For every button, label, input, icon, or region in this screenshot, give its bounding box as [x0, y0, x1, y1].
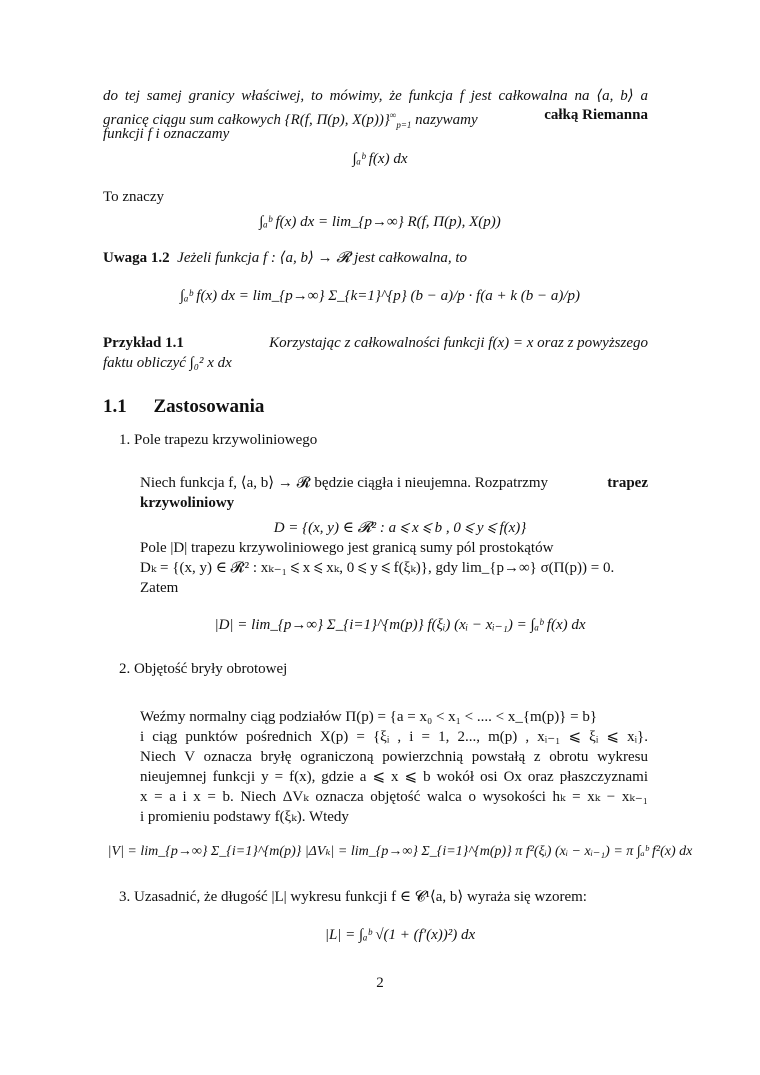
list-item	[119, 888, 587, 906]
text-line: i promieniu podstawy f(ξₖ). Wtedy	[140, 809, 349, 825]
page-number: 2	[376, 975, 384, 991]
sub: p=1	[396, 120, 412, 130]
text-line: do tej samej granicy właściwej, to mówimy, że funkcja f jest całkowalna na ⟨a, b⟩ a	[103, 88, 648, 104]
equation: |L| = ∫ₐᵇ √(1 + (f′(x))²) dx	[324, 927, 476, 943]
sup: ∞	[389, 110, 397, 120]
text-line: Weźmy normalny ciąg podziałów Π(p) = {a = x₀ < x₁ < .... < x_{m(p)} = b}	[140, 709, 598, 725]
term-bold: całką Riemanna	[544, 107, 648, 123]
text-line: Zatem	[140, 580, 179, 596]
remark-label: Uwaga 1.2	[103, 250, 170, 266]
item-title: Objętość bryły obrotowej	[134, 661, 288, 677]
list-item	[119, 660, 287, 678]
example-label: Przykład 1.1	[103, 335, 184, 351]
text-line: Niech V oznacza bryłę ograniczoną powierzchnią powstałą z obrotu wykresu	[140, 749, 648, 765]
text-line: faktu obliczyć ∫₀² x dx	[103, 355, 232, 371]
equation: ∫ₐᵇ f(x) dx = lim_{p→∞} Σ_{k=1}^{p} (b − a)/p · f(a + k (b − a)/p)	[180, 288, 580, 304]
text: granicę ciągu sum całkowych {R(f, Π(p), X(p))}	[103, 112, 390, 128]
equation: ∫ₐᵇ f(x) dx = lim_{p→∞} R(f, Π(p), X(p))	[259, 214, 501, 230]
term-bold: trapez	[607, 475, 648, 491]
text-line: Pole |D| trapezu krzywoliniowego jest granicą sumy pól prostokątów	[140, 540, 554, 556]
equation: |V| = lim_{p→∞} Σ_{i=1}^{m(p)} |ΔVₖ| = lim_{p→∞} Σ_{i=1}^{m(p)} π f²(ξᵢ) (xᵢ − xᵢ₋₁) = π ∫ₐᵇ f²(x) dx	[107, 844, 693, 859]
list-item	[119, 431, 317, 449]
text-line: i ciąg punktów pośrednich X(p) = {ξᵢ , i = 1, 2..., m(p) , xᵢ₋₁ ⩽ ξᵢ ⩽ xᵢ}.	[140, 729, 648, 745]
equation: ∫ₐᵇ f(x) dx	[352, 151, 408, 167]
text-line: To znaczy	[103, 189, 164, 205]
item-number: 3.	[119, 889, 131, 905]
term-bold: krzywoliniowy	[140, 495, 235, 511]
equation: |D| = lim_{p→∞} Σ_{i=1}^{m(p)} f(ξᵢ) (xᵢ − xᵢ₋₁) = ∫ₐᵇ f(x) dx	[214, 617, 586, 633]
text: nazywamy	[411, 112, 478, 128]
example-text: Korzystając z całkowalności funkcji f(x) = x oraz z powyższego	[269, 335, 648, 351]
text-line	[140, 474, 648, 492]
item-title: Pole trapezu krzywoliniowego	[134, 432, 318, 448]
text-line: nieujemnej funkcji y = f(x), gdzie a ⩽ x ⩽ b wokół osi Ox oraz płaszczyznami	[140, 769, 648, 785]
text-line: Dₖ = {(x, y) ∈ 𝓡² : xₖ₋₁ ⩽ x ⩽ xₖ, 0 ⩽ y ⩽ f(ξₖ)}, gdy lim_{p→∞} σ(Π(p)) = 0.	[140, 560, 615, 576]
equation: D = {(x, y) ∈ 𝓡² : a ⩽ x ⩽ b , 0 ⩽ y ⩽ f(x)}	[273, 520, 527, 536]
section-number: 1.1	[103, 396, 127, 417]
item-title: Uzasadnić, że długość |L| wykresu funkcji f ∈ 𝓒¹⟨a, b⟩ wyraża się wzorem:	[134, 889, 587, 905]
example	[103, 334, 648, 352]
text-line: funkcji f i oznaczamy	[103, 126, 230, 142]
text-line: x = a i x = b. Niech ΔVₖ oznacza objętość walca o wysokości hₖ = xₖ − xₖ₋₁	[140, 789, 648, 805]
remark-text: Jeżeli funkcja f : ⟨a, b⟩ → 𝓡 jest całkowalna, to	[177, 250, 467, 266]
text: Niech funkcja f, ⟨a, b⟩ → 𝓡 będzie ciągła i nieujemna. Rozpatrzmy	[140, 475, 549, 491]
item-number: 2.	[119, 661, 131, 677]
item-number: 1.	[119, 432, 131, 448]
remark	[103, 249, 467, 267]
section-heading	[103, 398, 264, 416]
section-title: Zastosowania	[153, 396, 265, 417]
